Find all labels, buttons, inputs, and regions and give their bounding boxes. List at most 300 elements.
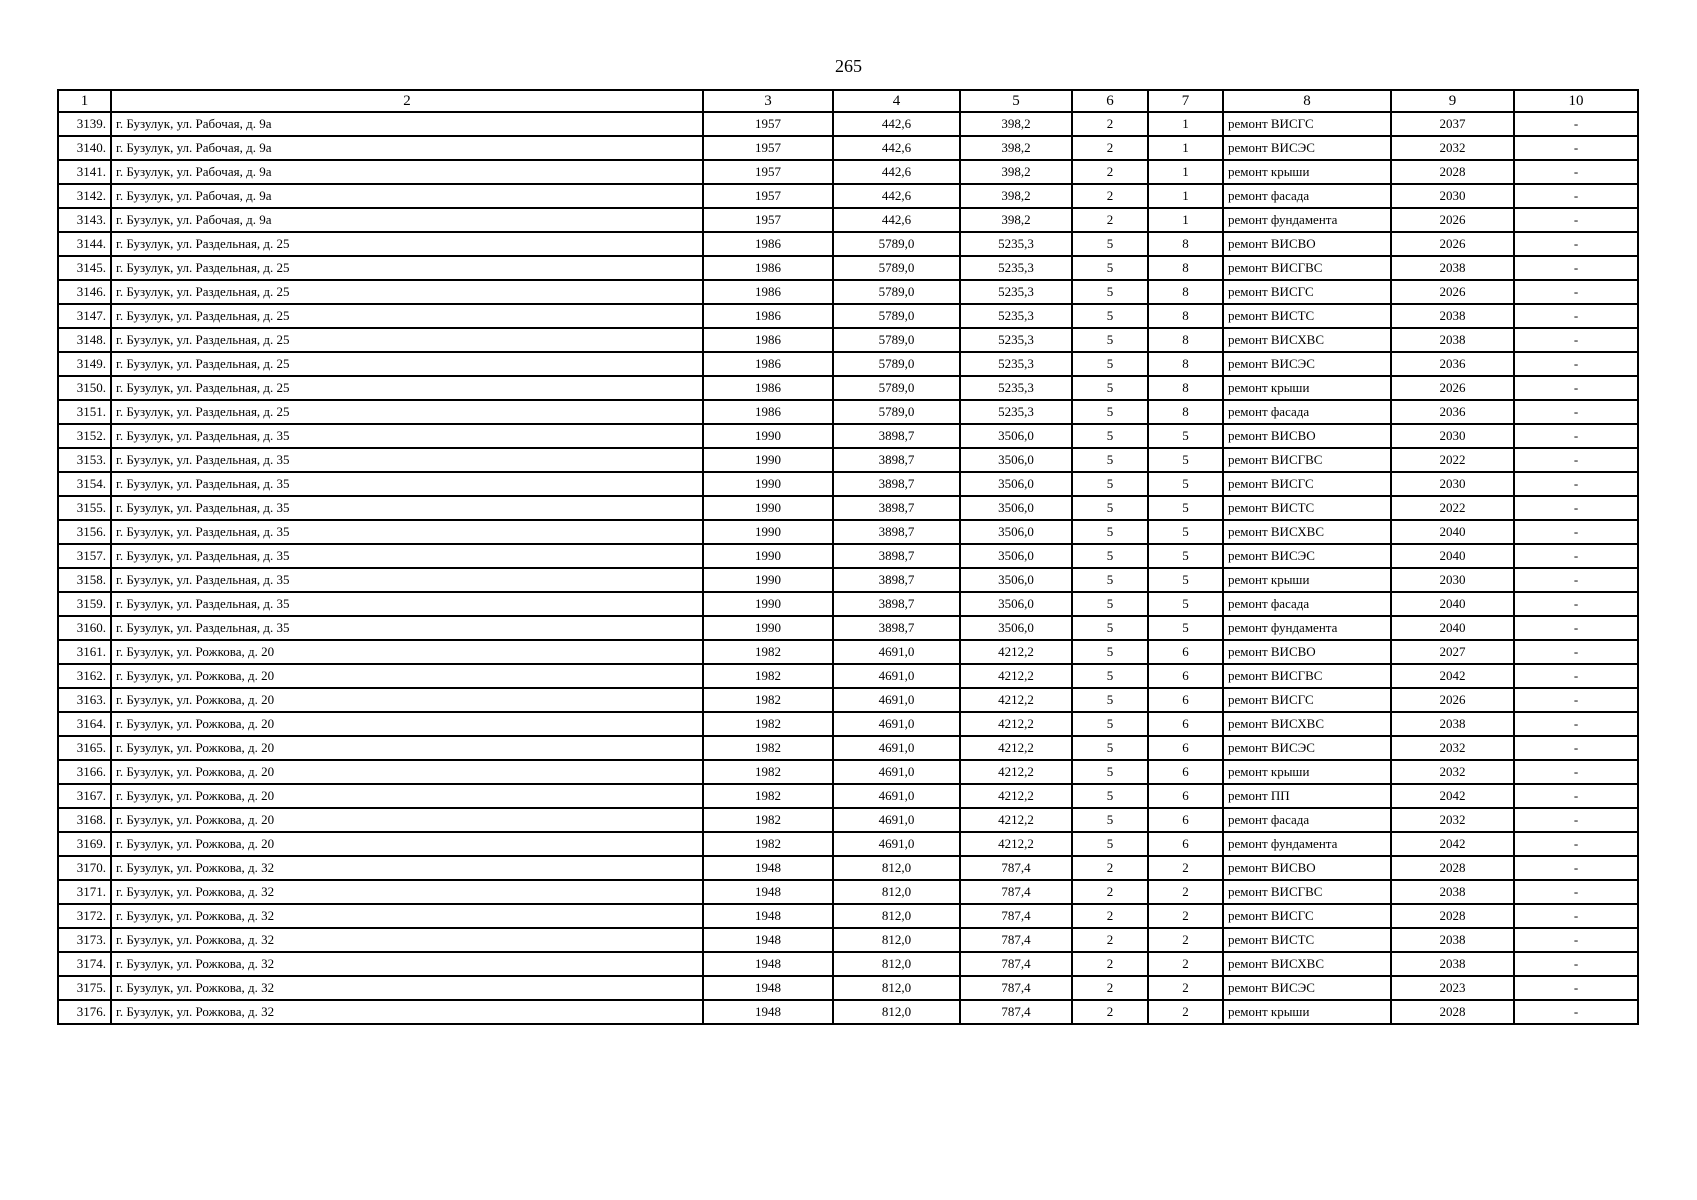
year-built-cell: 1982 <box>703 640 833 664</box>
table-row <box>58 472 1638 496</box>
planned-year-cell: 2026 <box>1391 688 1514 712</box>
table-row <box>58 808 1638 832</box>
floors-cell: 5 <box>1072 256 1148 280</box>
address-cell: г. Бузулук, ул. Раздельная, д. 35 <box>111 592 703 616</box>
row-number-cell: 3159. <box>58 592 111 616</box>
note-cell: - <box>1514 520 1638 544</box>
entrances-cell: 5 <box>1148 472 1223 496</box>
year-built-cell: 1982 <box>703 808 833 832</box>
address-cell: г. Бузулук, ул. Раздельная, д. 25 <box>111 256 703 280</box>
floors-cell: 5 <box>1072 760 1148 784</box>
planned-year-cell: 2040 <box>1391 616 1514 640</box>
note-cell: - <box>1514 856 1638 880</box>
row-number-cell: 3172. <box>58 904 111 928</box>
entrances-cell: 5 <box>1148 616 1223 640</box>
living-area-cell: 5235,3 <box>960 328 1072 352</box>
address-cell: г. Бузулук, ул. Раздельная, д. 35 <box>111 472 703 496</box>
column-header: 3 <box>703 90 833 112</box>
row-number-cell: 3164. <box>58 712 111 736</box>
work-type-cell: ремонт ВИСТС <box>1223 304 1391 328</box>
address-cell: г. Бузулук, ул. Рожкова, д. 20 <box>111 784 703 808</box>
living-area-cell: 3506,0 <box>960 568 1072 592</box>
entrances-cell: 5 <box>1148 568 1223 592</box>
address-cell: г. Бузулук, ул. Раздельная, д. 25 <box>111 352 703 376</box>
table-row <box>58 784 1638 808</box>
table-row <box>58 688 1638 712</box>
work-type-cell: ремонт крыши <box>1223 160 1391 184</box>
floors-cell: 5 <box>1072 376 1148 400</box>
work-type-cell: ремонт ВИСХВС <box>1223 952 1391 976</box>
floors-cell: 5 <box>1072 712 1148 736</box>
note-cell: - <box>1514 592 1638 616</box>
living-area-cell: 398,2 <box>960 208 1072 232</box>
living-area-cell: 5235,3 <box>960 280 1072 304</box>
living-area-cell: 398,2 <box>960 136 1072 160</box>
living-area-cell: 5235,3 <box>960 256 1072 280</box>
entrances-cell: 6 <box>1148 664 1223 688</box>
total-area-cell: 4691,0 <box>833 832 960 856</box>
planned-year-cell: 2030 <box>1391 472 1514 496</box>
note-cell: - <box>1514 328 1638 352</box>
living-area-cell: 5235,3 <box>960 304 1072 328</box>
work-type-cell: ремонт ВИСГВС <box>1223 880 1391 904</box>
year-built-cell: 1957 <box>703 184 833 208</box>
entrances-cell: 6 <box>1148 784 1223 808</box>
living-area-cell: 787,4 <box>960 856 1072 880</box>
note-cell: - <box>1514 136 1638 160</box>
work-type-cell: ремонт ВИСЭС <box>1223 736 1391 760</box>
entrances-cell: 1 <box>1148 160 1223 184</box>
planned-year-cell: 2037 <box>1391 112 1514 136</box>
planned-year-cell: 2038 <box>1391 952 1514 976</box>
floors-cell: 5 <box>1072 568 1148 592</box>
floors-cell: 2 <box>1072 928 1148 952</box>
column-header: 6 <box>1072 90 1148 112</box>
floors-cell: 5 <box>1072 472 1148 496</box>
entrances-cell: 8 <box>1148 376 1223 400</box>
row-number-cell: 3154. <box>58 472 111 496</box>
year-built-cell: 1990 <box>703 568 833 592</box>
work-type-cell: ремонт ВИСГС <box>1223 112 1391 136</box>
planned-year-cell: 2038 <box>1391 256 1514 280</box>
work-type-cell: ремонт ВИСВО <box>1223 856 1391 880</box>
row-number-cell: 3143. <box>58 208 111 232</box>
table-row <box>58 616 1638 640</box>
address-cell: г. Бузулук, ул. Рабочая, д. 9а <box>111 136 703 160</box>
planned-year-cell: 2042 <box>1391 832 1514 856</box>
total-area-cell: 812,0 <box>833 976 960 1000</box>
total-area-cell: 5789,0 <box>833 352 960 376</box>
row-number-cell: 3155. <box>58 496 111 520</box>
note-cell: - <box>1514 304 1638 328</box>
living-area-cell: 4212,2 <box>960 688 1072 712</box>
living-area-cell: 3506,0 <box>960 448 1072 472</box>
total-area-cell: 812,0 <box>833 952 960 976</box>
note-cell: - <box>1514 688 1638 712</box>
table-row <box>58 376 1638 400</box>
table-row <box>58 664 1638 688</box>
entrances-cell: 6 <box>1148 736 1223 760</box>
table-row <box>58 952 1638 976</box>
note-cell: - <box>1514 976 1638 1000</box>
note-cell: - <box>1514 280 1638 304</box>
floors-cell: 5 <box>1072 832 1148 856</box>
note-cell: - <box>1514 616 1638 640</box>
total-area-cell: 4691,0 <box>833 808 960 832</box>
note-cell: - <box>1514 160 1638 184</box>
total-area-cell: 442,6 <box>833 184 960 208</box>
floors-cell: 5 <box>1072 616 1148 640</box>
row-number-cell: 3148. <box>58 328 111 352</box>
total-area-cell: 812,0 <box>833 856 960 880</box>
year-built-cell: 1982 <box>703 712 833 736</box>
work-type-cell: ремонт ВИСВО <box>1223 232 1391 256</box>
row-number-cell: 3157. <box>58 544 111 568</box>
entrances-cell: 2 <box>1148 928 1223 952</box>
work-type-cell: ремонт ВИСГС <box>1223 688 1391 712</box>
column-header: 10 <box>1514 90 1638 112</box>
work-type-cell: ремонт ВИСЭС <box>1223 352 1391 376</box>
address-cell: г. Бузулук, ул. Раздельная, д. 25 <box>111 400 703 424</box>
note-cell: - <box>1514 424 1638 448</box>
address-cell: г. Бузулук, ул. Раздельная, д. 25 <box>111 304 703 328</box>
row-number-cell: 3170. <box>58 856 111 880</box>
floors-cell: 5 <box>1072 304 1148 328</box>
total-area-cell: 4691,0 <box>833 760 960 784</box>
total-area-cell: 4691,0 <box>833 640 960 664</box>
row-number-cell: 3174. <box>58 952 111 976</box>
year-built-cell: 1948 <box>703 1000 833 1024</box>
total-area-cell: 5789,0 <box>833 328 960 352</box>
row-number-cell: 3139. <box>58 112 111 136</box>
row-number-cell: 3162. <box>58 664 111 688</box>
row-number-cell: 3171. <box>58 880 111 904</box>
year-built-cell: 1986 <box>703 400 833 424</box>
planned-year-cell: 2042 <box>1391 664 1514 688</box>
address-cell: г. Бузулук, ул. Рабочая, д. 9а <box>111 160 703 184</box>
work-type-cell: ремонт ВИСЭС <box>1223 976 1391 1000</box>
table-row <box>58 928 1638 952</box>
living-area-cell: 3506,0 <box>960 472 1072 496</box>
floors-cell: 5 <box>1072 232 1148 256</box>
table-row <box>58 352 1638 376</box>
work-type-cell: ремонт фасада <box>1223 184 1391 208</box>
living-area-cell: 4212,2 <box>960 808 1072 832</box>
address-cell: г. Бузулук, ул. Рожкова, д. 20 <box>111 712 703 736</box>
note-cell: - <box>1514 112 1638 136</box>
row-number-cell: 3160. <box>58 616 111 640</box>
row-number-cell: 3169. <box>58 832 111 856</box>
year-built-cell: 1986 <box>703 376 833 400</box>
work-type-cell: ремонт ВИСВО <box>1223 640 1391 664</box>
year-built-cell: 1990 <box>703 496 833 520</box>
living-area-cell: 787,4 <box>960 952 1072 976</box>
work-type-cell: ремонт ВИСГВС <box>1223 448 1391 472</box>
table-row <box>58 424 1638 448</box>
note-cell: - <box>1514 496 1638 520</box>
table-row <box>58 184 1638 208</box>
table-row <box>58 520 1638 544</box>
address-cell: г. Бузулук, ул. Раздельная, д. 35 <box>111 568 703 592</box>
table-row <box>58 736 1638 760</box>
address-cell: г. Бузулук, ул. Рожкова, д. 20 <box>111 640 703 664</box>
note-cell: - <box>1514 664 1638 688</box>
address-cell: г. Бузулук, ул. Рожкова, д. 20 <box>111 688 703 712</box>
address-cell: г. Бузулук, ул. Раздельная, д. 35 <box>111 496 703 520</box>
note-cell: - <box>1514 448 1638 472</box>
year-built-cell: 1948 <box>703 856 833 880</box>
row-number-cell: 3166. <box>58 760 111 784</box>
living-area-cell: 3506,0 <box>960 496 1072 520</box>
living-area-cell: 5235,3 <box>960 232 1072 256</box>
column-header: 4 <box>833 90 960 112</box>
floors-cell: 2 <box>1072 184 1148 208</box>
entrances-cell: 2 <box>1148 856 1223 880</box>
row-number-cell: 3176. <box>58 1000 111 1024</box>
floors-cell: 5 <box>1072 496 1148 520</box>
floors-cell: 5 <box>1072 784 1148 808</box>
planned-year-cell: 2036 <box>1391 400 1514 424</box>
note-cell: - <box>1514 760 1638 784</box>
work-type-cell: ремонт фундамента <box>1223 616 1391 640</box>
entrances-cell: 5 <box>1148 520 1223 544</box>
total-area-cell: 5789,0 <box>833 304 960 328</box>
work-type-cell: ремонт ВИСЭС <box>1223 136 1391 160</box>
total-area-cell: 5789,0 <box>833 376 960 400</box>
row-number-cell: 3163. <box>58 688 111 712</box>
floors-cell: 5 <box>1072 688 1148 712</box>
floors-cell: 5 <box>1072 352 1148 376</box>
year-built-cell: 1986 <box>703 328 833 352</box>
year-built-cell: 1986 <box>703 352 833 376</box>
planned-year-cell: 2032 <box>1391 136 1514 160</box>
planned-year-cell: 2026 <box>1391 208 1514 232</box>
planned-year-cell: 2038 <box>1391 712 1514 736</box>
living-area-cell: 398,2 <box>960 112 1072 136</box>
entrances-cell: 8 <box>1148 328 1223 352</box>
address-cell: г. Бузулук, ул. Рожкова, д. 20 <box>111 832 703 856</box>
note-cell: - <box>1514 184 1638 208</box>
total-area-cell: 4691,0 <box>833 784 960 808</box>
planned-year-cell: 2028 <box>1391 160 1514 184</box>
work-type-cell: ремонт фасада <box>1223 400 1391 424</box>
work-type-cell: ремонт ВИСГВС <box>1223 256 1391 280</box>
entrances-cell: 5 <box>1148 544 1223 568</box>
address-cell: г. Бузулук, ул. Рожкова, д. 32 <box>111 880 703 904</box>
work-type-cell: ремонт ВИСГС <box>1223 472 1391 496</box>
total-area-cell: 812,0 <box>833 904 960 928</box>
table-row <box>58 400 1638 424</box>
work-type-cell: ремонт ВИСГВС <box>1223 664 1391 688</box>
address-cell: г. Бузулук, ул. Раздельная, д. 35 <box>111 424 703 448</box>
header-row <box>58 90 1638 112</box>
row-number-cell: 3150. <box>58 376 111 400</box>
living-area-cell: 4212,2 <box>960 640 1072 664</box>
work-type-cell: ремонт ВИСТС <box>1223 928 1391 952</box>
work-type-cell: ремонт ВИСГС <box>1223 280 1391 304</box>
table-row <box>58 856 1638 880</box>
living-area-cell: 5235,3 <box>960 400 1072 424</box>
planned-year-cell: 2028 <box>1391 856 1514 880</box>
entrances-cell: 5 <box>1148 496 1223 520</box>
living-area-cell: 4212,2 <box>960 712 1072 736</box>
year-built-cell: 1990 <box>703 544 833 568</box>
table-row <box>58 304 1638 328</box>
table-row <box>58 496 1638 520</box>
address-cell: г. Бузулук, ул. Раздельная, д. 35 <box>111 544 703 568</box>
floors-cell: 5 <box>1072 328 1148 352</box>
total-area-cell: 5789,0 <box>833 280 960 304</box>
floors-cell: 5 <box>1072 808 1148 832</box>
planned-year-cell: 2038 <box>1391 304 1514 328</box>
living-area-cell: 398,2 <box>960 160 1072 184</box>
entrances-cell: 1 <box>1148 184 1223 208</box>
entrances-cell: 6 <box>1148 712 1223 736</box>
total-area-cell: 4691,0 <box>833 736 960 760</box>
column-header: 8 <box>1223 90 1391 112</box>
year-built-cell: 1982 <box>703 832 833 856</box>
total-area-cell: 812,0 <box>833 880 960 904</box>
table-row <box>58 592 1638 616</box>
entrances-cell: 2 <box>1148 1000 1223 1024</box>
address-cell: г. Бузулук, ул. Рабочая, д. 9а <box>111 184 703 208</box>
total-area-cell: 4691,0 <box>833 664 960 688</box>
note-cell: - <box>1514 352 1638 376</box>
note-cell: - <box>1514 256 1638 280</box>
floors-cell: 5 <box>1072 448 1148 472</box>
work-type-cell: ремонт фундамента <box>1223 832 1391 856</box>
work-type-cell: ремонт фундамента <box>1223 208 1391 232</box>
table-row <box>58 280 1638 304</box>
planned-year-cell: 2030 <box>1391 184 1514 208</box>
total-area-cell: 5789,0 <box>833 232 960 256</box>
page-number: 265 <box>835 56 862 76</box>
note-cell: - <box>1514 952 1638 976</box>
total-area-cell: 3898,7 <box>833 616 960 640</box>
table-row <box>58 160 1638 184</box>
planned-year-cell: 2032 <box>1391 808 1514 832</box>
total-area-cell: 4691,0 <box>833 712 960 736</box>
floors-cell: 5 <box>1072 544 1148 568</box>
entrances-cell: 8 <box>1148 304 1223 328</box>
floors-cell: 5 <box>1072 520 1148 544</box>
year-built-cell: 1982 <box>703 784 833 808</box>
note-cell: - <box>1514 640 1638 664</box>
planned-year-cell: 2040 <box>1391 520 1514 544</box>
entrances-cell: 1 <box>1148 208 1223 232</box>
floors-cell: 5 <box>1072 280 1148 304</box>
note-cell: - <box>1514 544 1638 568</box>
address-cell: г. Бузулук, ул. Рожкова, д. 20 <box>111 808 703 832</box>
living-area-cell: 3506,0 <box>960 424 1072 448</box>
column-header: 2 <box>111 90 703 112</box>
address-cell: г. Бузулук, ул. Рабочая, д. 9а <box>111 112 703 136</box>
row-number-cell: 3152. <box>58 424 111 448</box>
row-number-cell: 3153. <box>58 448 111 472</box>
living-area-cell: 787,4 <box>960 1000 1072 1024</box>
total-area-cell: 3898,7 <box>833 496 960 520</box>
address-cell: г. Бузулук, ул. Рожкова, д. 20 <box>111 736 703 760</box>
address-cell: г. Бузулук, ул. Раздельная, д. 35 <box>111 448 703 472</box>
total-area-cell: 442,6 <box>833 160 960 184</box>
work-type-cell: ремонт крыши <box>1223 376 1391 400</box>
planned-year-cell: 2028 <box>1391 1000 1514 1024</box>
note-cell: - <box>1514 808 1638 832</box>
work-type-cell: ремонт ПП <box>1223 784 1391 808</box>
planned-year-cell: 2028 <box>1391 904 1514 928</box>
planned-year-cell: 2038 <box>1391 880 1514 904</box>
row-number-cell: 3140. <box>58 136 111 160</box>
total-area-cell: 3898,7 <box>833 544 960 568</box>
year-built-cell: 1990 <box>703 592 833 616</box>
row-number-cell: 3165. <box>58 736 111 760</box>
address-cell: г. Бузулук, ул. Раздельная, д. 25 <box>111 328 703 352</box>
year-built-cell: 1957 <box>703 160 833 184</box>
row-number-cell: 3161. <box>58 640 111 664</box>
year-built-cell: 1982 <box>703 688 833 712</box>
year-built-cell: 1990 <box>703 424 833 448</box>
entrances-cell: 8 <box>1148 280 1223 304</box>
note-cell: - <box>1514 1000 1638 1024</box>
planned-year-cell: 2040 <box>1391 544 1514 568</box>
work-type-cell: ремонт крыши <box>1223 760 1391 784</box>
row-number-cell: 3147. <box>58 304 111 328</box>
table-row <box>58 568 1638 592</box>
year-built-cell: 1982 <box>703 664 833 688</box>
year-built-cell: 1982 <box>703 760 833 784</box>
year-built-cell: 1990 <box>703 448 833 472</box>
column-header: 1 <box>58 90 111 112</box>
note-cell: - <box>1514 784 1638 808</box>
entrances-cell: 6 <box>1148 808 1223 832</box>
table-row <box>58 880 1638 904</box>
entrances-cell: 8 <box>1148 400 1223 424</box>
year-built-cell: 1990 <box>703 616 833 640</box>
floors-cell: 2 <box>1072 136 1148 160</box>
living-area-cell: 787,4 <box>960 880 1072 904</box>
entrances-cell: 5 <box>1148 424 1223 448</box>
planned-year-cell: 2022 <box>1391 496 1514 520</box>
row-number-cell: 3149. <box>58 352 111 376</box>
living-area-cell: 398,2 <box>960 184 1072 208</box>
planned-year-cell: 2032 <box>1391 760 1514 784</box>
note-cell: - <box>1514 880 1638 904</box>
note-cell: - <box>1514 568 1638 592</box>
living-area-cell: 3506,0 <box>960 520 1072 544</box>
entrances-cell: 6 <box>1148 640 1223 664</box>
total-area-cell: 5789,0 <box>833 256 960 280</box>
work-type-cell: ремонт фасада <box>1223 808 1391 832</box>
total-area-cell: 442,6 <box>833 112 960 136</box>
living-area-cell: 4212,2 <box>960 664 1072 688</box>
planned-year-cell: 2026 <box>1391 376 1514 400</box>
table-row <box>58 232 1638 256</box>
entrances-cell: 2 <box>1148 880 1223 904</box>
year-built-cell: 1990 <box>703 520 833 544</box>
work-type-cell: ремонт ВИСХВС <box>1223 520 1391 544</box>
table-row <box>58 328 1638 352</box>
entrances-cell: 6 <box>1148 832 1223 856</box>
entrances-cell: 5 <box>1148 592 1223 616</box>
work-type-cell: ремонт ВИСГС <box>1223 904 1391 928</box>
repair-schedule-table <box>57 89 1639 1025</box>
planned-year-cell: 2038 <box>1391 928 1514 952</box>
floors-cell: 2 <box>1072 976 1148 1000</box>
work-type-cell: ремонт ВИСТС <box>1223 496 1391 520</box>
entrances-cell: 5 <box>1148 448 1223 472</box>
address-cell: г. Бузулук, ул. Рабочая, д. 9а <box>111 208 703 232</box>
column-header: 5 <box>960 90 1072 112</box>
